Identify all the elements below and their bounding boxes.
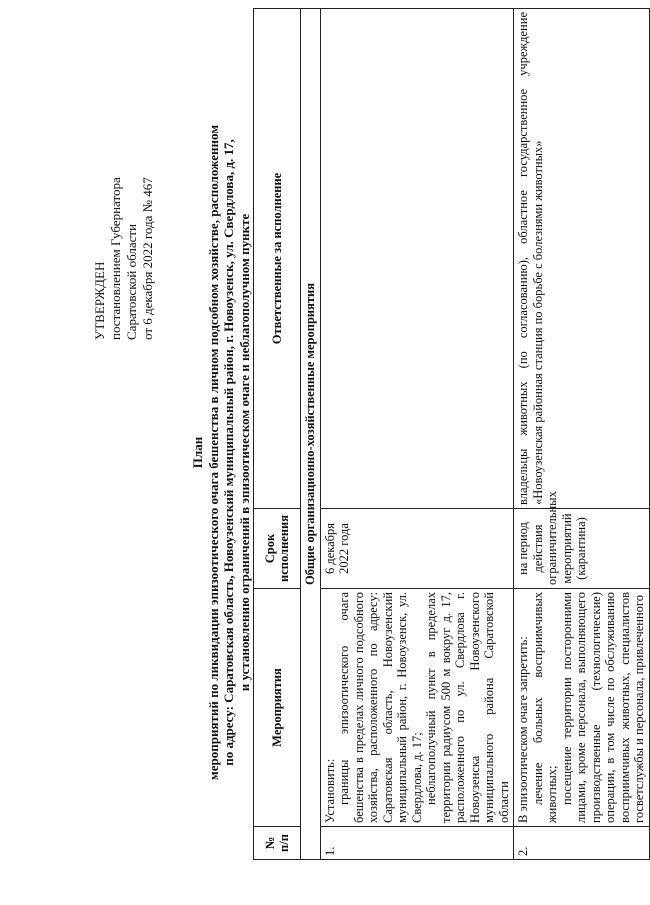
- section-row: [301, 9, 321, 860]
- activity-paragraph: посещение территории посторонними лицами, кроме персонала, выполняющего производственные (технологические) операции, в том числе по обслуживанию восприимчивых животных, специалистов госветслужбы и персонала, привлеченного: [559, 592, 646, 823]
- plan-title-line: и установлению ограничений в эпизоотическом очаге и неблагополучном пункте: [236, 213, 252, 692]
- row-number: 2.: [514, 827, 650, 860]
- row-term: 6 декабря 2022 года: [320, 509, 514, 589]
- activity-intro: В эпизоотическом очаге запретить:: [516, 636, 530, 823]
- approval-line: постановлением Губернатора: [108, 177, 123, 340]
- row-activity: [514, 589, 650, 827]
- activity-intro: Установить:: [322, 758, 337, 823]
- approval-stamp: [92, 177, 156, 340]
- plan-title-line: по адресу: Саратовская область, Новоузенский муниципальный район, г. Новоузенск, ул. Свердлова, д. 17,: [221, 139, 236, 766]
- approval-heading: УТВЕРЖДЕН: [92, 261, 107, 340]
- table-header-row: [254, 9, 301, 860]
- row-number: 1.: [320, 827, 514, 860]
- row-responsible: владельцы животных (по согласованию), областное государственное учреждение «Новоузенская районная станция по борьбе с болезнями животных»: [514, 9, 650, 509]
- header-term: Срок исполнения: [254, 509, 301, 589]
- header-responsible: Ответственные за исполнение: [254, 9, 301, 509]
- measures-table: [253, 8, 650, 860]
- row-term: на период действия ограничительных мероприятий (карантина): [514, 509, 650, 589]
- activity-paragraph: границы эпизоотического очага бешенства в пределах личного подсобного хозяйства, расположенного по адресу: Саратовская область, Новоузенский муниципальный район, г. Новоузенск, ул. Свердлова, д. 17;: [337, 592, 424, 823]
- activity-paragraph: неблагополучный пункт в пределах территории радиусом 500 м вокруг д. 17, расположенного по ул. Свердлова г. Новоузенска Новоузенского муниципального района Саратовской области: [424, 592, 511, 823]
- row-activity: [320, 589, 514, 827]
- plan-title-heading: План: [190, 436, 205, 469]
- table-row: [320, 9, 514, 860]
- section-title: Общие организационно-хозяйственные мероприятия: [301, 9, 321, 860]
- header-number: № п/п: [254, 827, 301, 860]
- header-activity: Мероприятия: [254, 589, 301, 827]
- approval-line: Саратовской области: [124, 223, 139, 340]
- approval-date: от 6 декабря 2022 года № 467: [140, 177, 155, 340]
- table-row: [514, 9, 650, 860]
- row-responsible: [320, 9, 514, 509]
- activity-paragraph: лечение больных восприимчивых животных;: [530, 592, 559, 823]
- plan-title-line: мероприятий по ликвидации эпизоотического очага бешенства в личном подсобном хозяйстве, расположенном: [205, 124, 221, 781]
- plan-title: [190, 0, 252, 905]
